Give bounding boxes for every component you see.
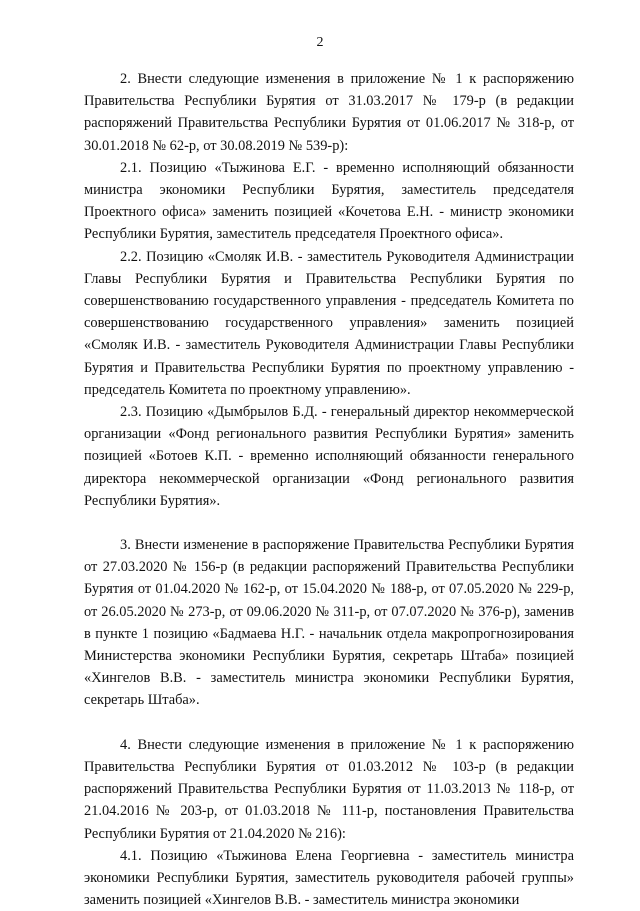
paragraph-3: 3. Внести изменение в распоряжение Правительства Республики Бурятия от 27.03.2020 № 156-р (в редакции распоряжений Правительства Республики Бурятия от 01.04.2020 № 162-р, от 15.04.2020 № 188-р, от 07.05.2020 № 229-р, от 26.05.2020 № 273-р, от 09.06.2020 № 311-р, от 07.07.2020 № 376-р), заменив в пункте 1 позицию «Бадмаева Н.Г. - начальник отдела макропрогнозирования Министерства экономики Республики Бурятия, секретарь Штаба» позицией «Хингелов В.В. - заместитель министра экономики Республики Бурятия, секретарь Штаба». — [84, 537, 574, 709]
paragraph-4: 4. Внести следующие изменения в приложение № 1 к распоряжению Правительства Республики Бурятия от 01.03.2012 № 103-р (в редакции распоряжений Правительства Республики Бурятия от 11.03.2013 № 118-р, от 21.04.2016 № 203-р, от 01.03.2018 № 111-р, постановления Правительства Республики Бурятия от 21.04.2020 № 216): — [84, 736, 574, 842]
paragraph-4-1: 4.1. Позицию «Тыжинова Елена Георгиевна - заместитель министра экономики Республики Бурятия, заместитель руководителя рабочей группы» заменить позицией «Хингелов В.В. - заместитель министра экономики — [84, 847, 574, 909]
page-number: 2 — [316, 35, 324, 50]
paragraph-2-1: 2.1. Позицию «Тыжинова Е.Г. - временно исполняющий обязанности министра экономики Республики Бурятия, заместитель председателя Проектного офиса» заменить позицией «Кочетова Е.Н. - министр экономики Республики Бурятия, заместитель председателя Проектного офиса». — [84, 159, 574, 243]
document-body — [84, 68, 574, 911]
paragraph-2: 2. Внести следующие изменения в приложение № 1 к распоряжению Правительства Республики Бурятия от 31.03.2017 № 179-р (в редакции распоряжений Правительства Республики Бурятия от 01.06.2017 № 318-р, от 30.01.2018 № 62-р, от 30.08.2019 № 539-р): — [84, 71, 574, 154]
paragraph-2-2: 2.2. Позицию «Смоляк И.В. - заместитель Руководителя Администрации Главы Республики Бурятия и Правительства Республики Бурятия по совершенствованию государственного управления - председатель Комитета по совершенствованию государственного управления» заменить позицией «Смоляк И.В. - заместитель Руководителя Администрации Главы Республики Бурятия и Правительства Республики Бурятия по проектному управлению - председатель Комитета по проектному управлению». — [84, 248, 574, 398]
paragraph-2-3: 2.3. Позицию «Дымбрылов Б.Д. - генеральный директор некоммерческой организации «Фонд регионального развития Республики Бурятия» заменить позицией «Ботоев К.П. - временно исполняющий обязанности генерального директора некоммерческой организации «Фонд регионального развития Республики Бурятия». — [84, 404, 574, 509]
